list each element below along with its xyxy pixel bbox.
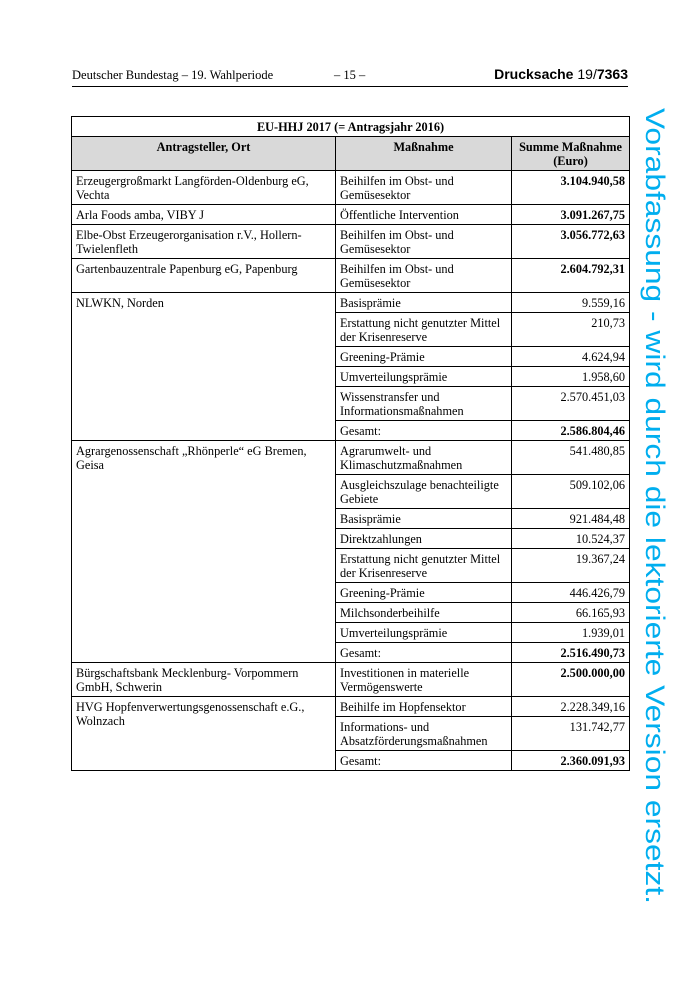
measure-cell: Gesamt: (336, 643, 512, 663)
page-header (72, 66, 628, 87)
measure-cell: Gesamt: (336, 421, 512, 441)
amount-cell: 2.604.792,31 (512, 259, 630, 293)
measure-cell: Beihilfen im Obst- und Gemüsesektor (336, 259, 512, 293)
measure-cell: Gesamt: (336, 751, 512, 771)
measure-cell: Greening-Prämie (336, 347, 512, 367)
measure-cell: Beihilfe im Hopfensektor (336, 697, 512, 717)
table-header-row (72, 137, 630, 171)
amount-cell: 3.104.940,58 (512, 171, 630, 205)
amount-cell: 19.367,24 (512, 549, 630, 583)
doc-label: Drucksache (494, 66, 574, 82)
column-header-amount: Summe Maßnahme (Euro) (512, 137, 630, 171)
applicant-cell: NLWKN, Norden (72, 293, 336, 441)
table-row (72, 259, 630, 293)
column-header-measure: Maßnahme (336, 137, 512, 171)
measure-cell: Basisprämie (336, 509, 512, 529)
measure-cell: Informations- und Absatzförderungsmaßnahmen (336, 717, 512, 751)
amount-cell: 131.742,77 (512, 717, 630, 751)
watermark-text: Vorabfassung - wird durch die lektorierte Version ersetzt. (640, 108, 670, 785)
table-row (72, 663, 630, 697)
applicant-cell: Agrargenossenschaft „Rhönperle“ eG Bremen, Geisa (72, 441, 336, 663)
measure-cell: Wissenstransfer und Informationsmaßnahmen (336, 387, 512, 421)
measure-cell: Erstattung nicht genutzter Mittel der Krisenreserve (336, 313, 512, 347)
document-number (494, 66, 628, 82)
measure-cell: Öffentliche Intervention (336, 205, 512, 225)
table-body (72, 171, 630, 771)
measure-cell: Agrarumwelt- und Klimaschutzmaßnahmen (336, 441, 512, 475)
amount-cell: 2.586.804,46 (512, 421, 630, 441)
measure-cell: Milchsonderbeihilfe (336, 603, 512, 623)
amount-cell: 2.360.091,93 (512, 751, 630, 771)
amount-cell: 10.524,37 (512, 529, 630, 549)
amount-cell: 541.480,85 (512, 441, 630, 475)
amount-cell: 66.165,93 (512, 603, 630, 623)
measure-cell: Basisprämie (336, 293, 512, 313)
amount-cell: 2.500.000,00 (512, 663, 630, 697)
measure-cell: Investitionen in materielle Vermögenswerte (336, 663, 512, 697)
amount-cell: 2.228.349,16 (512, 697, 630, 717)
measure-cell: Umverteilungsprämie (336, 623, 512, 643)
applicant-cell: Erzeugergroßmarkt Langförden-Oldenburg eG, Vechta (72, 171, 336, 205)
doc-number-prefix: 19/ (577, 66, 597, 82)
page-number: – 15 – (334, 68, 366, 82)
applicant-cell: Elbe-Obst Erzeugerorganisation r.V., Hollern-Twielenfleth (72, 225, 336, 259)
applicant-cell: Arla Foods amba, VIBY J (72, 205, 336, 225)
amount-cell: 3.091.267,75 (512, 205, 630, 225)
measure-cell: Beihilfen im Obst- und Gemüsesektor (336, 171, 512, 205)
applicant-cell: Gartenbauzentrale Papenburg eG, Papenburg (72, 259, 336, 293)
table-row (72, 293, 630, 313)
table-row (72, 441, 630, 475)
amount-cell: 921.484,48 (512, 509, 630, 529)
doc-number-bold: 7363 (596, 66, 628, 82)
measure-cell: Beihilfen im Obst- und Gemüsesektor (336, 225, 512, 259)
table-row (72, 697, 630, 717)
measure-cell: Direktzahlungen (336, 529, 512, 549)
measure-cell: Umverteilungsprämie (336, 367, 512, 387)
amount-cell: 1.958,60 (512, 367, 630, 387)
table-row (72, 171, 630, 205)
amount-cell: 210,73 (512, 313, 630, 347)
amount-cell: 3.056.772,63 (512, 225, 630, 259)
applicant-cell: HVG Hopfenverwertungsgenossenschaft e.G., Wolnzach (72, 697, 336, 771)
amount-cell: 1.939,01 (512, 623, 630, 643)
amount-cell: 2.570.451,03 (512, 387, 630, 421)
amount-cell: 4.624,94 (512, 347, 630, 367)
measure-cell: Greening-Prämie (336, 583, 512, 603)
amount-cell: 2.516.490,73 (512, 643, 630, 663)
amount-cell: 9.559,16 (512, 293, 630, 313)
measure-cell: Ausgleichszulage benachteiligte Gebiete (336, 475, 512, 509)
header-parliament: Deutscher Bundestag – 19. Wahlperiode (72, 68, 274, 82)
measure-cell: Erstattung nicht genutzter Mittel der Krisenreserve (336, 549, 512, 583)
table-row (72, 205, 630, 225)
applicant-cell: Bürgschaftsbank Mecklenburg- Vorpommern GmbH, Schwerin (72, 663, 336, 697)
funding-table (71, 116, 630, 771)
table-row (72, 225, 630, 259)
table-title-row (72, 117, 630, 137)
column-header-applicant: Antragsteller, Ort (72, 137, 336, 171)
amount-cell: 446.426,79 (512, 583, 630, 603)
table-title: EU-HHJ 2017 (= Antragsjahr 2016) (72, 117, 630, 137)
draft-watermark (638, 108, 678, 904)
amount-cell: 509.102,06 (512, 475, 630, 509)
